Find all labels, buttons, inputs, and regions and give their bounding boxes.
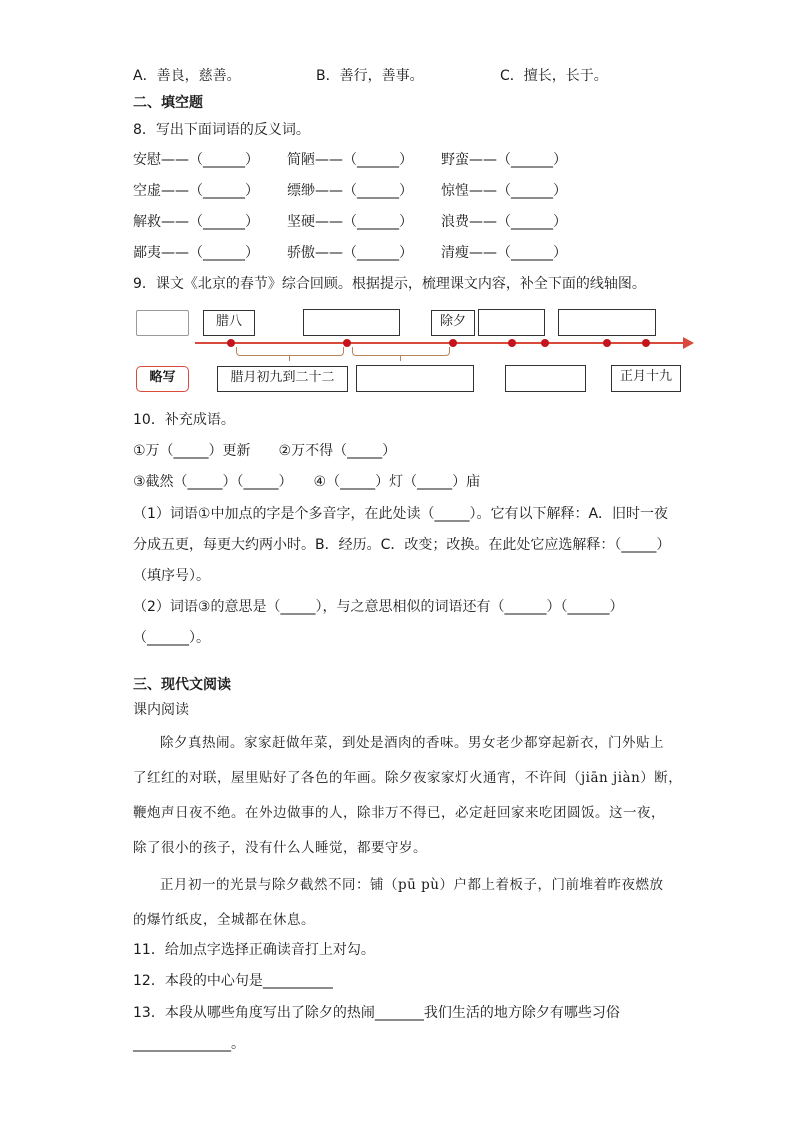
timeline-dot xyxy=(603,339,611,347)
timeline-brace xyxy=(352,347,450,356)
q8-item: 骄傲——（______） xyxy=(287,245,413,261)
timeline-box-first: 腊月初九到二十二 xyxy=(217,366,348,392)
timeline-dot xyxy=(449,339,457,347)
q11-prompt: 11．给加点字选择正确读音打上对勾。 xyxy=(133,942,375,958)
q8-item: 鄙夷——（______） xyxy=(133,245,259,261)
timeline-box-last: 正月十九 xyxy=(611,365,681,392)
timeline-blank-box xyxy=(303,309,400,336)
passage-line: 正月初一的光景与除夕截然不同：铺（pū pù）户都上着板子，门前堆着昨夜燃放 xyxy=(160,877,664,893)
q12-prompt: 12．本段的中心句是__________ xyxy=(133,973,333,989)
q10-sub-question: （______）。 xyxy=(133,630,210,646)
timeline-brace-tip xyxy=(400,355,401,361)
q7-option-c: C．擅长，长于。 xyxy=(500,68,608,84)
passage-line: 除夕真热闹。家家赶做年菜，到处是酒肉的香味。男女老少都穿起新衣，门外贴上 xyxy=(160,735,664,751)
timeline-arrow-icon xyxy=(683,337,694,349)
timeline-box-la-ba: 腊八 xyxy=(203,310,255,336)
q7-option-a: A．善良，慈善。 xyxy=(133,68,241,84)
timeline-dot xyxy=(642,339,650,347)
q8-item: 野蛮——（______） xyxy=(441,152,567,168)
q9-prompt: 9．课文《北京的春节》综合回顾。根据提示，梳理课文内容，补全下面的线轴图。 xyxy=(133,276,646,292)
q8-item: 安慰——（______） xyxy=(133,152,259,168)
timeline-dot xyxy=(508,339,516,347)
passage-line: 除了很小的孩子，没有什么人睡觉，都要守岁。 xyxy=(133,840,427,856)
timeline-box-chu-xi: 除夕 xyxy=(431,310,475,336)
timeline-axis xyxy=(195,342,685,344)
q8-item: 空虚——（______） xyxy=(133,183,259,199)
q10-prompt: 10．补充成语。 xyxy=(133,412,235,428)
timeline-brace-tip xyxy=(289,355,290,361)
timeline-blank-box xyxy=(478,309,545,336)
q8-item: 坚硬——（______） xyxy=(287,214,413,230)
timeline-blank-label-box xyxy=(136,310,189,336)
timeline-brace xyxy=(236,347,344,356)
timeline-blank-box xyxy=(356,365,474,392)
q10-sub-question: 分成五更，每更大约两小时。B．经历。C．改变；改换。在此处它应选解释：（_____） xyxy=(133,537,671,553)
q13-prompt: 13．本段从哪些角度写出了除夕的热闹_______我们生活的地方除夕有哪些习俗 xyxy=(133,1005,620,1021)
timeline-dot xyxy=(541,339,549,347)
q8-item: 浪费——（______） xyxy=(441,214,567,230)
q8-prompt: 8．写出下面词语的反义词。 xyxy=(133,122,310,138)
timeline-blank-box xyxy=(505,365,586,392)
q10-sub-question: （2）词语③的意思是（_____），与之意思相似的词语还有（______）（______） xyxy=(133,599,624,615)
q10-line: ①万（_____）更新 ②万不得（_____） xyxy=(133,443,397,459)
q8-item: 缥缈——（______） xyxy=(287,183,413,199)
passage-line: 鞭炮声日夜不绝。在外边做事的人，除非万不得已，必定赶回家来吃团圆饭。这一夜， xyxy=(133,805,665,821)
q8-item: 清瘦——（______） xyxy=(441,245,567,261)
q10-line: ③截然（_____）（_____） ④（_____）灯（_____）庙 xyxy=(133,474,481,490)
q8-item: 解救——（______） xyxy=(133,214,259,230)
timeline-label-brief: 略写 xyxy=(136,366,189,392)
q8-item: 惊惶——（______） xyxy=(441,183,567,199)
passage-line: 的爆竹纸皮，全城都在休息。 xyxy=(133,912,315,928)
timeline-dot xyxy=(227,339,235,347)
q7-option-b: B．善行，善事。 xyxy=(316,68,424,84)
q13-blank: ______________。 xyxy=(133,1036,245,1052)
q8-item: 简陋——（______） xyxy=(287,152,413,168)
timeline-blank-box xyxy=(558,309,656,336)
reading-label: 课内阅读 xyxy=(133,702,189,718)
section-title-fill-blank: 二、填空题 xyxy=(133,95,203,111)
timeline-dot xyxy=(343,339,351,347)
q10-sub-question: （1）词语①中加点的字是个多音字，在此处读（_____）。它有以下解释：A．旧时一夜 xyxy=(133,506,669,522)
q10-sub-question: （填序号）。 xyxy=(133,568,210,584)
passage-line: 了红红的对联，屋里贴好了各色的年画。除夕夜家家灯火通宵，不许间（jiān jiàn）断， xyxy=(133,770,683,786)
section-title-reading: 三、现代文阅读 xyxy=(133,677,231,693)
